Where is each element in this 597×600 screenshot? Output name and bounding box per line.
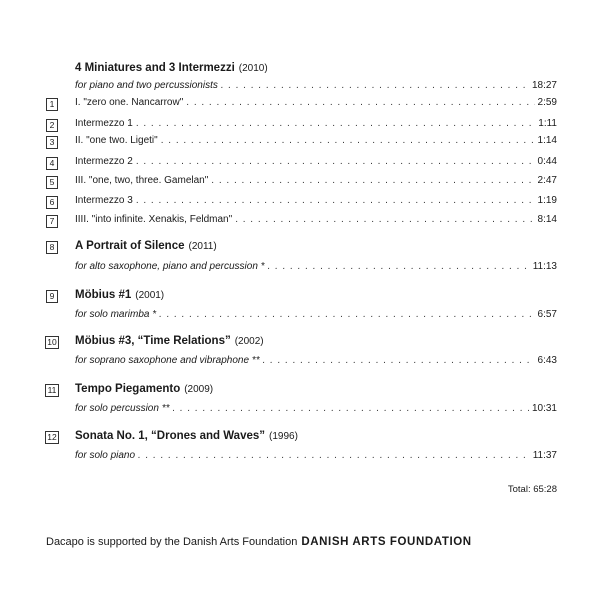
support-text: Dacapo is supported by the Danish Arts Foundation <box>46 536 298 548</box>
track-time: 10:31 <box>531 403 557 414</box>
work-title-text: Tempo Piegamento <box>75 383 181 395</box>
track-number: 1 <box>46 98 58 111</box>
work-title-text: Sonata No. 1, “Drones and Waves” <box>75 430 266 442</box>
work-title <box>75 240 217 252</box>
track-number: 10 <box>45 336 59 349</box>
track-row <box>75 156 557 172</box>
leader-dots <box>159 309 534 320</box>
track-time: 6:43 <box>537 355 557 366</box>
track-title: Intermezzo 2 <box>75 156 133 167</box>
track-row <box>75 175 557 191</box>
leader-dots <box>173 403 529 414</box>
track-time: 1:11 <box>538 118 557 129</box>
work-title <box>75 335 264 347</box>
track-time: 1:14 <box>537 135 557 146</box>
track-time: 11:37 <box>532 450 557 461</box>
track-time: 2:59 <box>537 97 557 108</box>
track-time: 0:44 <box>537 156 557 167</box>
track-number: 3 <box>46 136 58 149</box>
work-instrumentation-row <box>75 261 557 277</box>
track-number: 12 <box>45 431 59 444</box>
leader-dots <box>263 355 535 366</box>
track-time: 18:27 <box>531 80 557 91</box>
work-instrumentation-row <box>75 355 557 371</box>
work-title <box>75 289 164 301</box>
instrumentation: for solo piano <box>75 450 136 461</box>
work-year: (2010) <box>238 63 268 74</box>
work-instrumentation-row <box>75 450 557 466</box>
work-year: (2002) <box>234 336 264 347</box>
track-time: 11:13 <box>532 261 557 272</box>
track-row <box>75 214 557 230</box>
track-number: 11 <box>45 384 59 397</box>
support-line <box>46 536 472 548</box>
instrumentation: for alto saxophone, piano and percussion * <box>75 261 265 272</box>
work-title-text: Möbius #3, “Time Relations” <box>75 335 231 347</box>
track-title: II. "one two. Ligeti" <box>75 135 158 146</box>
instrumentation: for solo marimba * <box>75 309 157 320</box>
leader-dots <box>221 80 529 91</box>
leader-dots <box>268 261 530 272</box>
leader-dots <box>235 214 534 225</box>
track-number: 2 <box>46 119 58 132</box>
instrumentation: for piano and two percussionists <box>75 80 218 91</box>
track-title: I. "zero one. Nancarrow" <box>75 97 184 108</box>
leader-dots <box>136 195 535 206</box>
work-year: (2011) <box>188 241 217 252</box>
track-title: Intermezzo 1 <box>75 118 133 129</box>
track-number: 8 <box>46 241 58 254</box>
work-year: (2009) <box>184 384 214 395</box>
work-instrumentation-row <box>75 403 557 419</box>
track-time: 2:47 <box>537 175 557 186</box>
track-number: 4 <box>46 157 58 170</box>
track-row <box>75 97 557 113</box>
instrumentation: for soprano saxophone and vibraphone ** <box>75 355 260 366</box>
track-row <box>75 135 557 151</box>
track-number: 5 <box>46 176 58 189</box>
track-row <box>75 195 557 211</box>
track-title: Intermezzo 3 <box>75 195 133 206</box>
work-year: (2001) <box>135 290 165 301</box>
track-title: III. "one, two, three. Gamelan" <box>75 175 209 186</box>
track-time: 8:14 <box>537 214 557 225</box>
work-title-text: 4 Miniatures and 3 Intermezzi <box>75 62 235 74</box>
instrumentation: for solo percussion ** <box>75 403 170 414</box>
track-number: 9 <box>46 290 58 303</box>
leader-dots <box>161 135 535 146</box>
leader-dots <box>136 156 535 167</box>
work-title-text: A Portrait of Silence <box>75 240 185 252</box>
danish-arts-foundation-logo: DANISH ARTS FOUNDATION <box>301 536 472 548</box>
track-row <box>75 118 557 134</box>
leader-dots <box>138 450 530 461</box>
total-duration: Total: 65:28 <box>507 484 557 495</box>
work-year: (1996) <box>269 431 298 442</box>
track-number: 6 <box>46 196 58 209</box>
leader-dots <box>211 175 534 186</box>
work-instrumentation-row <box>75 80 557 96</box>
track-time: 6:57 <box>537 309 557 320</box>
leader-dots <box>136 118 535 129</box>
track-time: 1:19 <box>537 195 557 206</box>
work-title <box>75 430 298 442</box>
track-title: IIII. "into infinite. Xenakis, Feldman" <box>75 214 233 225</box>
leader-dots <box>186 97 534 108</box>
work-instrumentation-row <box>75 309 557 325</box>
track-number: 7 <box>46 215 58 228</box>
work-title-text: Möbius #1 <box>75 289 132 301</box>
work-title <box>75 383 213 395</box>
work-title <box>75 62 268 74</box>
